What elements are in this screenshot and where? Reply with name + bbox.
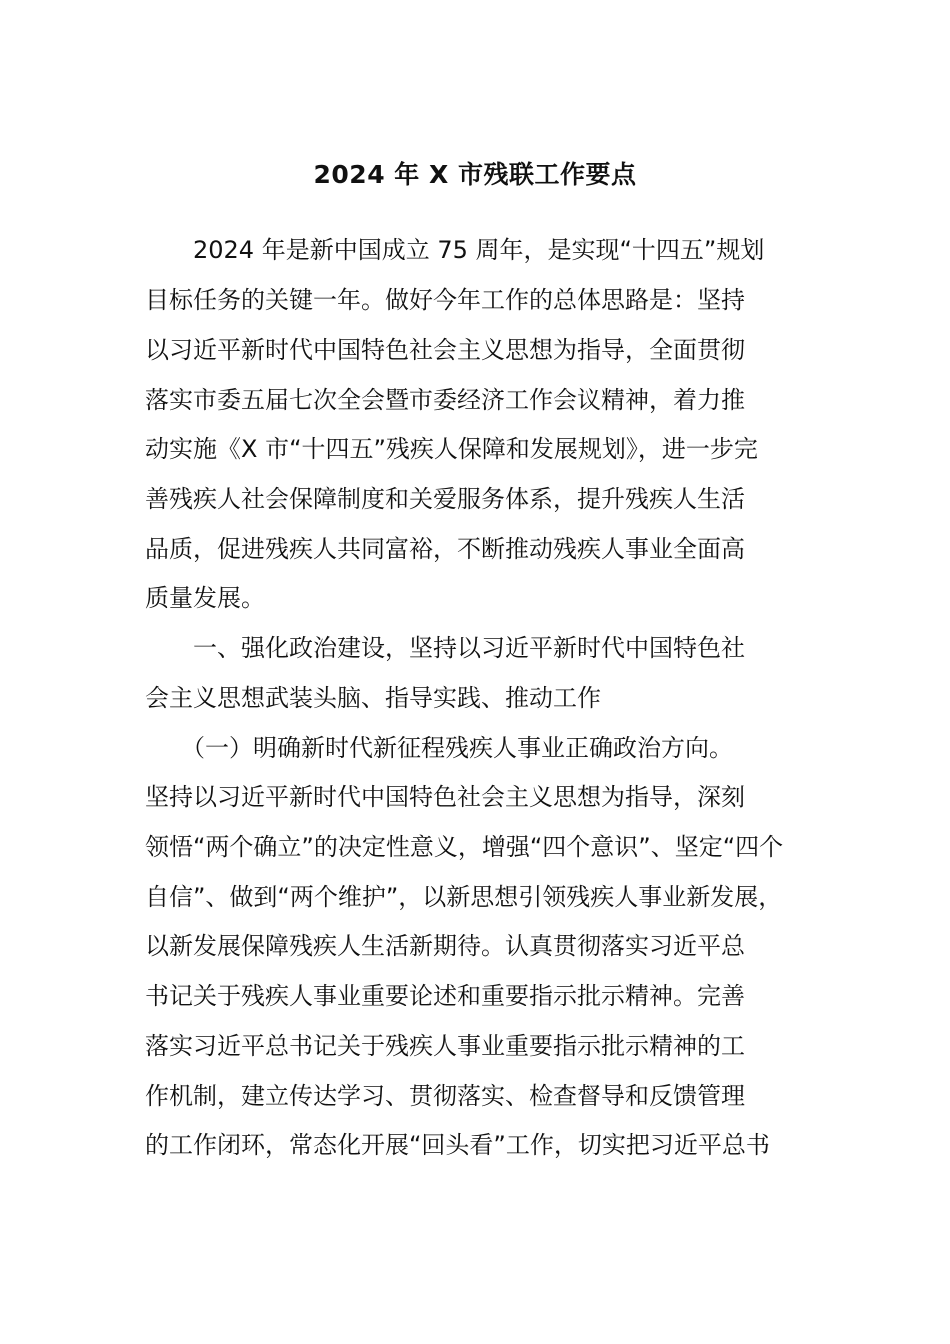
- text-line: 领悟“两个确立”的决定性意义，增强“四个意识”、坚定“四个: [145, 833, 784, 861]
- text-line: 作机制，建立传达学习、贯彻落实、检查督导和反馈管理: [145, 1082, 745, 1110]
- text-line: 坚持以习近平新时代中国特色社会主义思想为指导，深刻: [145, 783, 745, 811]
- subsection-heading-line: （一）明确新时代新征程残疾人事业正确政治方向。: [145, 734, 733, 762]
- text-line: 2024 年是新中国成立 75 周年，是实现“十四五”规划: [145, 236, 765, 264]
- text-line: 落实习近平总书记关于残疾人事业重要指示批示精神的工: [145, 1032, 745, 1060]
- text-line: 以新发展保障残疾人生活新期待。认真贯彻落实习近平总: [145, 932, 745, 960]
- document-title: 2024 年 X 市残联工作要点: [313, 160, 637, 189]
- text-line: 以习近平新时代中国特色社会主义思想为指导，全面贯彻: [145, 336, 745, 364]
- text-line: 的工作闭环，常态化开展“回头看”工作，切实把习近平总书: [145, 1131, 770, 1159]
- text-line: 目标任务的关键一年。做好今年工作的总体思路是：坚持: [145, 286, 745, 314]
- text-line: 品质，促进残疾人共同富裕，不断推动残疾人事业全面高: [145, 535, 745, 563]
- section-heading-line: 会主义思想武装头脑、指导实践、推动工作: [145, 684, 601, 712]
- text-line: 书记关于残疾人事业重要论述和重要指示批示精神。完善: [145, 982, 745, 1010]
- text-line: 落实市委五届七次全会暨市委经济工作会议精神，着力推: [145, 386, 745, 414]
- text-line: 动实施《X 市“十四五”残疾人保障和发展规划》，进一步完: [145, 435, 758, 463]
- section-heading-line: 一、强化政治建设，坚持以习近平新时代中国特色社: [145, 634, 745, 662]
- text-line: 善残疾人社会保障制度和关爱服务体系，提升残疾人生活: [145, 485, 745, 513]
- text-line: 自信”、做到“两个维护”，以新思想引领残疾人事业新发展，: [145, 883, 783, 911]
- text-line: 质量发展。: [145, 584, 265, 612]
